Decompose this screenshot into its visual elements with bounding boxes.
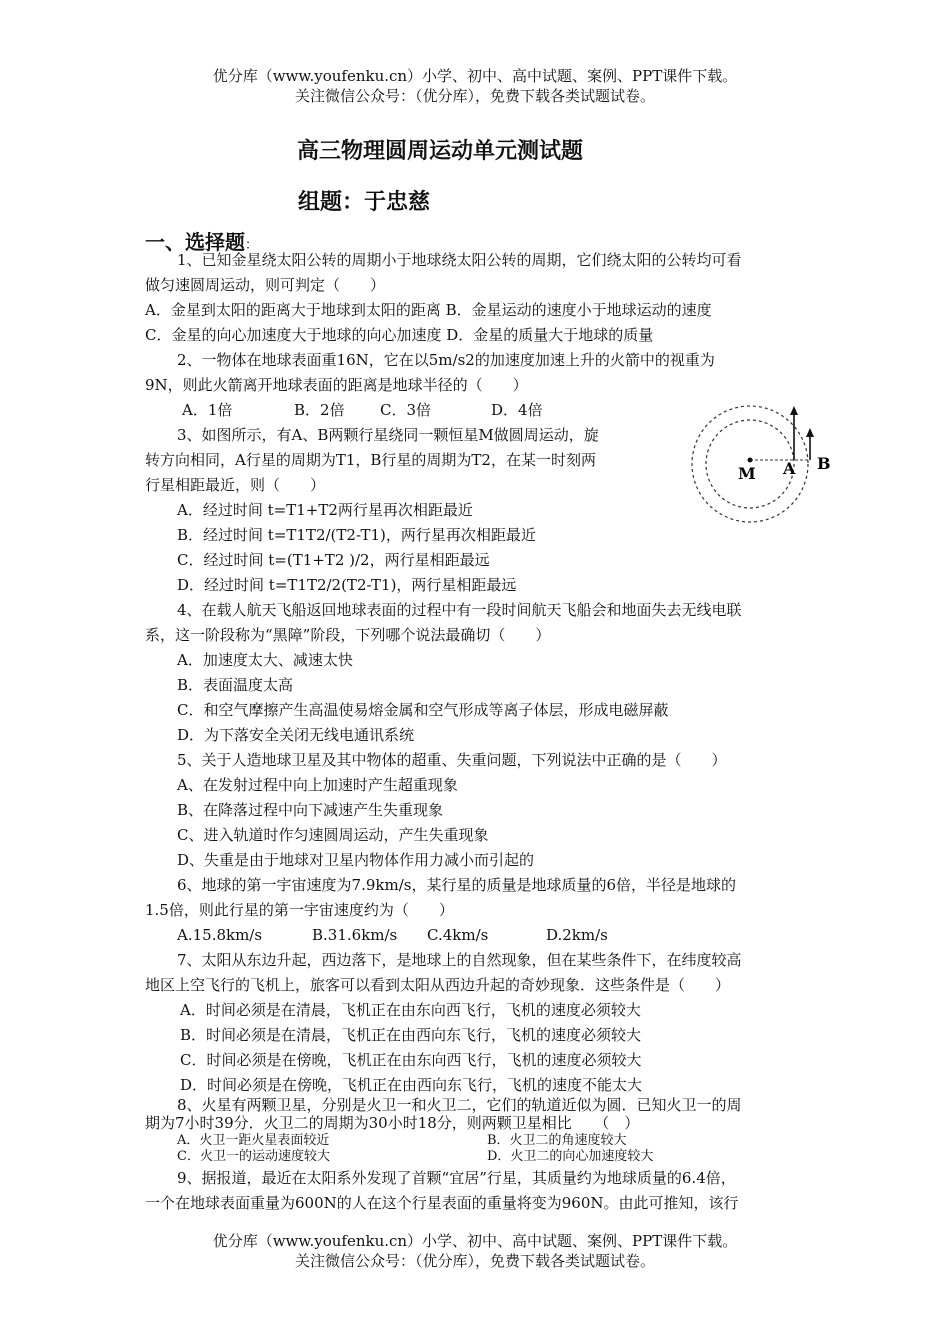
footer-line-1: 优分库（www.youfenku.cn）小学、初中、高中试题、案例、PPT课件下载。 — [212, 1232, 738, 1250]
q2-stem-line2: 9N，则此火箭离开地球表面的距离是地球半径的（ ） — [145, 376, 528, 394]
header-line-2: 关注微信公众号：（优分库），免费下载各类试题试卷。 — [294, 87, 655, 105]
q8-option-b: B．火卫二的角速度较大 — [487, 1133, 627, 1148]
q7-option-c: C．时间必须是在傍晚，飞机正在由东向西飞行，飞机的速度必须较大 — [180, 1051, 642, 1069]
velocity-arrowhead-a — [790, 406, 798, 415]
q3-stem-line3: 行星相距最近，则（ ） — [145, 476, 326, 494]
q8-stem-line2: 期为7小时39分．火卫二的周期为30小时18分，则两颗卫星相比 （ ） — [145, 1114, 640, 1132]
q5-option-a: A、在发射过程中向上加速时产生超重现象 — [177, 776, 458, 794]
q4-option-b: B．表面温度太高 — [177, 676, 294, 694]
q7-option-b: B．时间必须是在清晨，飞机正在由西向东飞行，飞机的速度必须较大 — [180, 1026, 642, 1044]
q1-stem-line2: 做匀速圆周运动，则可判定（ ） — [145, 276, 386, 294]
q3-option-d: D．经过时间 t=T1T2/2(T2-T1)，两行星相距最远 — [177, 576, 517, 594]
q1-options-cd: C．金星的向心加速度大于地球的向心加速度 D．金星的质量大于地球的质量 — [145, 326, 654, 344]
q2-stem-line1: 2、一物体在地球表面重16N，它在以5m/s2的加速度加速上升的火箭中的视重为 — [177, 351, 715, 369]
label-a: A — [783, 459, 796, 478]
q7-option-a: A．时间必须是在清晨，飞机正在由东向西飞行，飞机的速度必须较大 — [180, 1001, 641, 1019]
q9-stem-line1: 9、据报道，最近在太阳系外发现了首颗“宜居”行星，其质量约为地球质量的6.4倍， — [177, 1169, 736, 1187]
q4-option-a: A．加速度太大、减速太快 — [177, 651, 353, 669]
author-line: 组题：于忠慈 — [298, 190, 431, 215]
star-m-dot — [748, 458, 753, 463]
q4-stem-line2: 系，这一阶段称为“黑障”阶段，下列哪个说法最确切（ ） — [145, 626, 551, 644]
q1-options-ab: A．金星到太阳的距离大于地球到太阳的距离 B．金星运动的速度小于地球运动的速度 — [145, 301, 712, 319]
q8-option-a: A．火卫一距火星表面较近 — [177, 1133, 330, 1148]
q3-option-a: A．经过时间 t=T1+T2两行星再次相距最近 — [177, 501, 473, 519]
q3-option-b: B．经过时间 t=T1T2/(T2-T1)，两行星再次相距最近 — [177, 526, 536, 544]
footer-line-2: 关注微信公众号：（优分库），免费下载各类试题试卷。 — [294, 1252, 655, 1270]
label-b: B — [817, 454, 831, 473]
q3-stem-line1: 3、如图所示，有A、B两颗行星绕同一颗恒星M做圆周运动，旋 — [177, 426, 599, 444]
q3-option-c: C．经过时间 t=(T1+T2 )/2，两行星相距最远 — [177, 551, 490, 569]
orbit-diagram — [690, 400, 840, 530]
q5-option-b: B、在降落过程中向下减速产生失重现象 — [177, 801, 444, 819]
q6-option-d: D.2km/s — [546, 926, 608, 944]
q8-option-d: D．火卫二的向心加速度较大 — [487, 1149, 654, 1164]
q5-option-c: C、进入轨道时作匀速圆周运动，产生失重现象 — [177, 826, 489, 844]
q2-option-c: C．3倍 — [380, 401, 432, 419]
q5-stem: 5、关于人造地球卫星及其中物体的超重、失重问题，下列说法中正确的是（ ） — [177, 751, 727, 769]
q1-stem-line1: 1、已知金星绕太阳公转的周期小于地球绕太阳公转的周期，它们绕太阳的公转均可看 — [177, 251, 742, 269]
q6-option-a: A.15.8km/s — [177, 926, 263, 944]
q7-stem-line1: 7、太阳从东边升起，西边落下，是地球上的自然现象，但在某些条件下，在纬度较高 — [177, 951, 742, 969]
q7-option-d: D．时间必须是在傍晚，飞机正在由西向东飞行，飞机的速度不能太大 — [180, 1076, 643, 1094]
q6-stem-line1: 6、地球的第一宇宙速度为7.9km/s，某行星的质量是地球质量的6倍，半径是地球的 — [177, 876, 737, 894]
velocity-arrowhead-b — [806, 428, 814, 437]
header-line-1: 优分库（www.youfenku.cn）小学、初中、高中试题、案例、PPT课件下载。 — [212, 67, 738, 85]
q4-stem-line1: 4、在载人航天飞船返回地球表面的过程中有一段时间航天飞船会和地面失去无线电联 — [177, 601, 742, 619]
q6-option-b: B.31.6km/s — [312, 926, 398, 944]
q2-option-d: D．4倍 — [491, 401, 543, 419]
q3-stem-line2: 转方向相同，A行星的周期为T1，B行星的周期为T2，在某一时刻两 — [145, 451, 596, 469]
q6-stem-line2: 1.5倍，则此行星的第一宇宙速度约为（ ） — [145, 901, 454, 919]
section-label: 一、选择题 — [145, 230, 245, 254]
q8-stem-line1: 8、火星有两颗卫星，分别是火卫一和火卫二，它们的轨道近似为圆．已知火卫一的周 — [177, 1096, 742, 1114]
q5-option-d: D、失重是由于地球对卫星内物体作用力减小而引起的 — [177, 851, 535, 869]
section-colon: ： — [245, 238, 259, 253]
q8-option-c: C．火卫一的运动速度较大 — [177, 1149, 330, 1164]
q6-option-c: C.4km/s — [427, 926, 489, 944]
q7-stem-line2: 地区上空飞行的飞机上，旅客可以看到太阳从西边升起的奇妙现象．这些条件是（ ） — [145, 976, 731, 994]
q4-option-d: D．为下落安全关闭无线电通讯系统 — [177, 726, 415, 744]
q4-option-c: C．和空气摩擦产生高温使易熔金属和空气形成等离子体层，形成电磁屏蔽 — [177, 701, 669, 719]
q2-option-b: B．2倍 — [294, 401, 345, 419]
label-m: M — [738, 464, 756, 483]
q9-stem-line2: 一个在地球表面重量为600N的人在这个行星表面的重量将变为960N。由此可推知，该行 — [145, 1194, 739, 1212]
q2-option-a: A．1倍 — [182, 401, 233, 419]
page-title: 高三物理圆周运动单元测试题 — [296, 139, 583, 164]
